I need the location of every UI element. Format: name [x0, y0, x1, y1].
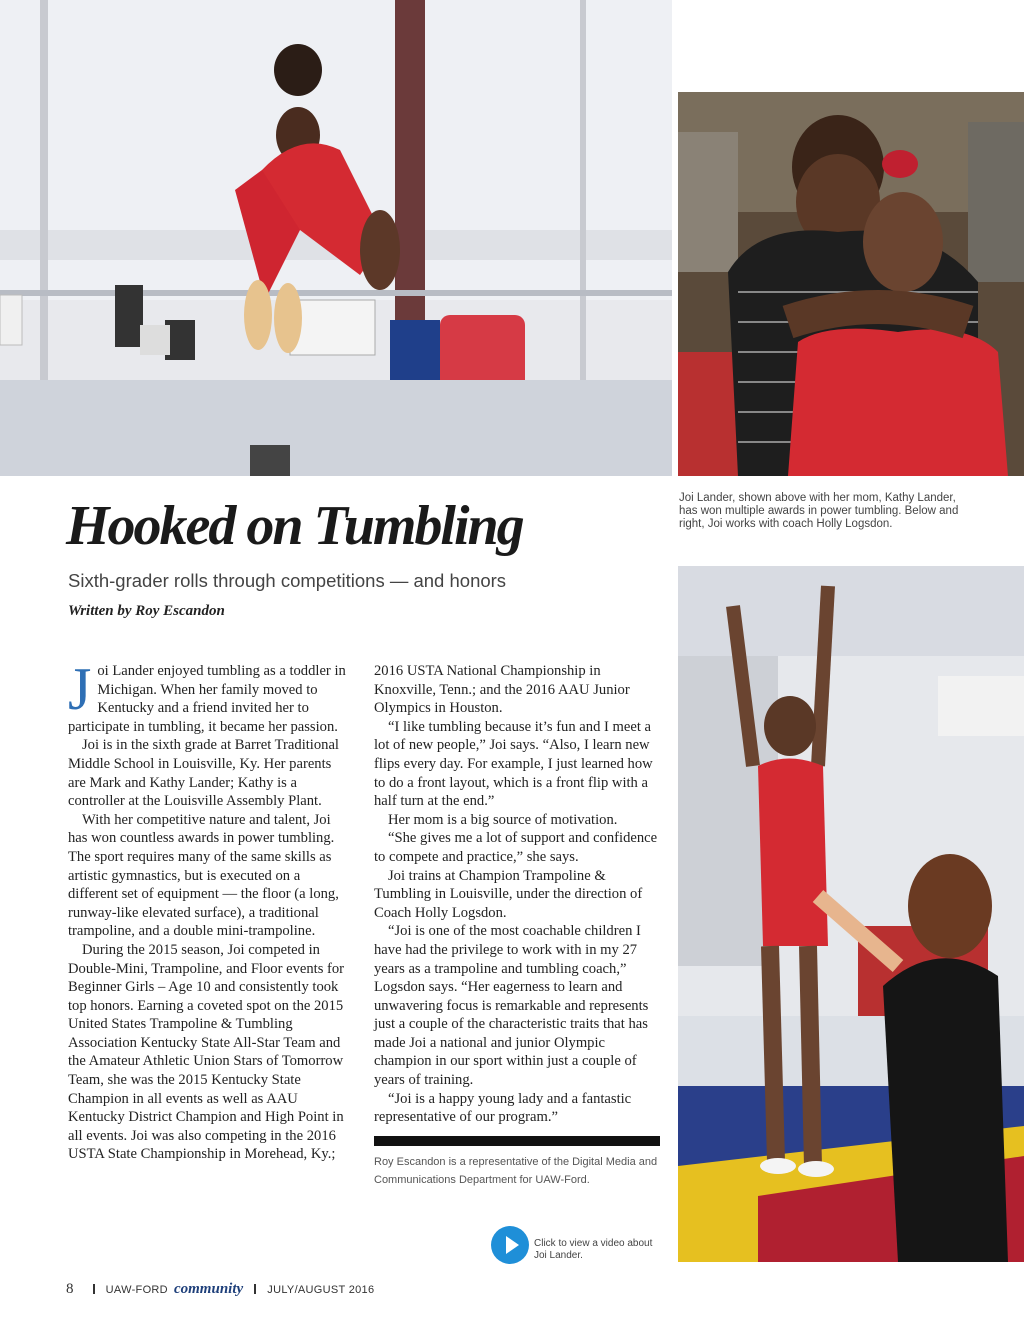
byline: Written by Roy Escandon — [68, 603, 225, 619]
article-paragraph: 2016 USTA National Championship in Knoxville, Tenn.; and the 2016 AAU Junior Olympics in Houston. — [374, 663, 630, 717]
photo-joi-with-mom — [678, 92, 1024, 476]
page-footer — [66, 1281, 374, 1299]
article-paragraph: “She gives me a lot of support and confidence to compete and practice,” she says. — [374, 830, 658, 865]
footer-separator — [93, 1284, 95, 1294]
play-video-button[interactable] — [491, 1226, 529, 1264]
article-paragraph: With her competitive nature and talent, Joi has won countless awards in power tumbling. The sport requires many of the same skills as artistic gymnastics, but is executed on a different set of equipment — the floor (a long, runway-like elevated surface), a traditional trampoline, and a double mini-trampoline. — [68, 811, 339, 940]
issue-date: JULY/AUGUST 2016 — [267, 1284, 375, 1296]
article-paragraph: Joi trains at Champion Trampoline & Tumbling in Louisville, under the direction of Coach Holly Logsdon. — [374, 867, 643, 921]
photo-caption: Joi Lander, shown above with her mom, Kathy Lander, has won multiple awards in power tumbling. Below and right, Joi works with coach Holly Logsdon. — [679, 492, 959, 530]
drop-cap: J — [68, 656, 92, 722]
page-number: 8 — [66, 1281, 74, 1297]
photo-joi-with-coach — [678, 566, 1024, 1262]
article-paragraph: Her mom is a big source of motivation. — [388, 811, 618, 828]
video-link-text[interactable]: Click to view a video about Joi Lander. — [534, 1238, 653, 1261]
photo-gymnast-jump — [0, 0, 672, 476]
article-paragraph: “Joi is one of the most coachable children I have had the privilege to work with in my 27 years as a trampoline and tumbling coach,” Logsdon says. “Her eagerness to learn and unwavering focus is remarkable and represents just a couple of the characteristic traits that has made Joi a national and junior Olympic champion in our sport within just a couple of years of training. — [374, 923, 649, 1089]
article-paragraph: Joi Lander enjoyed tumbling as a toddler in Michigan. When her family moved to Kentucky and a friend invited her to participate in tumbling, it became her passion. — [68, 656, 346, 735]
article-paragraph: “Joi is a happy young lady and a fantastic representative of our program.” — [374, 1090, 632, 1126]
article-column-left — [68, 656, 352, 1164]
play-icon — [491, 1226, 529, 1264]
footer-separator — [254, 1284, 256, 1294]
publication-name-script: community — [173, 1281, 244, 1297]
article-paragraph: Joi is in the sixth grade at Barret Traditional Middle School in Louisville, Ky. Her parents are Mark and Kathy Lander; Kathy is a controller at the Louisville Assembly Plant. — [68, 737, 339, 810]
publication-name: UAW-FORD — [105, 1284, 168, 1296]
headline: Hooked on Tumbling — [66, 495, 523, 557]
article-column-right — [374, 662, 660, 1127]
article-paragraph: “I like tumbling because it’s fun and I meet a lot of new people,” Joi says. “Also, I learn new flips every day. For example, I just learned how to do a front layout, which is a front flip with a half turn at the end.” — [374, 718, 653, 810]
deck-subtitle: Sixth-grader rolls through competitions — and honors — [68, 570, 507, 591]
article-paragraph: During the 2015 season, Joi competed in Double-Mini, Trampoline, and Floor events for Beginner Girls – Age 10 and consistently took top honors. Earning a coveted spot on the 2015 United States Trampoline & Tumbling Association Kentucky State All-Star Team and the Amateur Athletic Union Stars of Tomorrow Team, she was the 2015 Kentucky State Champion in all events as well as AAU Kentucky District Champion and High Point in all events. Joi was also competing in the 2016 USTA State Championship in Morehead, Ky.; — [68, 941, 345, 1163]
divider-bar — [374, 1136, 660, 1146]
author-note: Roy Escandon is a representative of the Digital Media and Communications Department for UAW-Ford. — [374, 1156, 658, 1186]
